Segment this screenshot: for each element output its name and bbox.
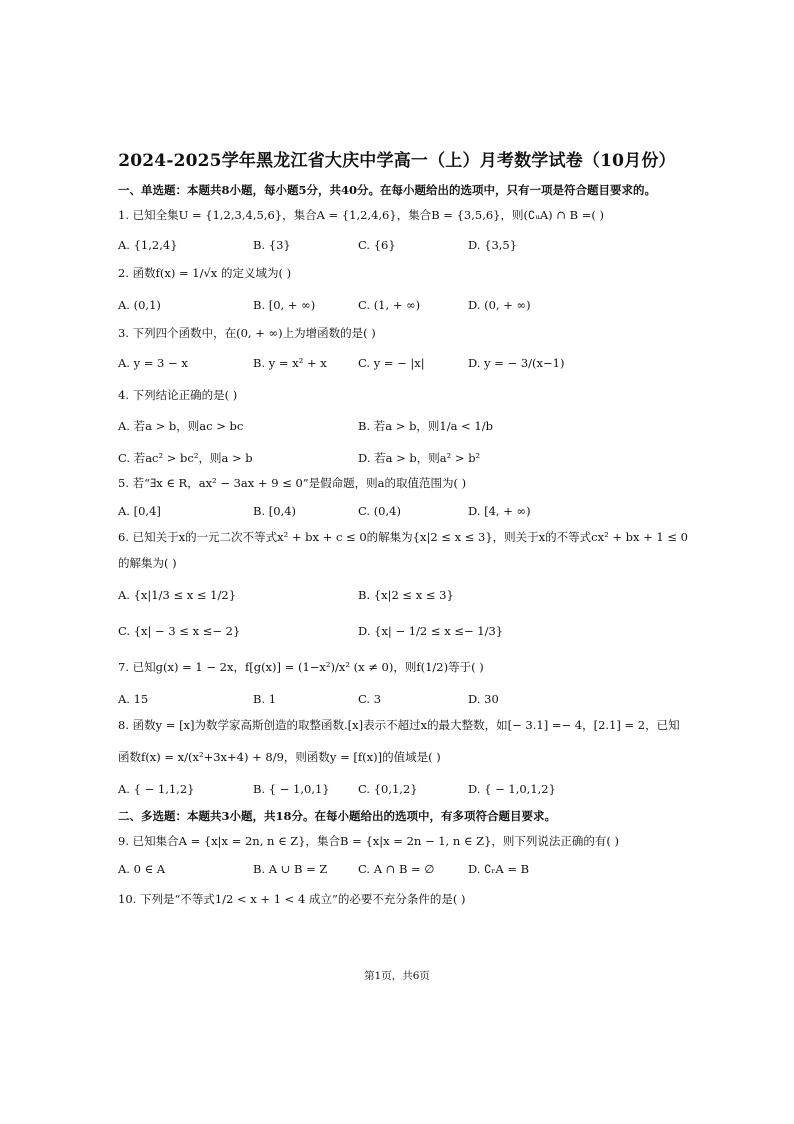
question-8-option-b[interactable]: B. { − 1,0,1}	[253, 782, 330, 796]
question-9-option-c[interactable]: C. A ∩ B = ∅	[358, 862, 435, 876]
question-6-stem: 6. 已知关于x的一元二次不等式x² + bx + c ≤ 0的解集为{x|2 ≤ x ≤ 3}，则关于x的不等式cx² + bx + 1 ≤ 0	[118, 530, 688, 544]
question-4-stem: 4. 下列结论正确的是( )	[118, 388, 238, 402]
question-7-options	[118, 692, 683, 708]
question-1-option-a[interactable]: A. {1,2,4}	[118, 238, 178, 252]
question-3-option-c[interactable]: C. y = − |x|	[358, 356, 425, 370]
question-2-option-c[interactable]: C. (1, + ∞)	[358, 298, 421, 312]
question-9-options	[118, 862, 683, 878]
question-6-stem-continued: 的解集为( )	[118, 556, 177, 570]
exam-title: 2024-2025学年黑龙江省大庆中学高一（上）月考数学试卷（10月份）	[118, 151, 676, 171]
question-3-stem: 3. 下列四个函数中，在(0, + ∞)上为增函数的是( )	[118, 326, 376, 340]
question-1-option-d[interactable]: D. {3,5}	[468, 238, 518, 252]
question-10-stem: 10. 下列是“不等式1/2 < x + 1 < 4 成立”的必要不充分条件的是( )	[118, 892, 466, 906]
question-8-stem-continued: 函数f(x) = x/(x²+3x+4) + 8/9，则函数y = [f(x)]的值域是( )	[118, 750, 441, 764]
question-7-option-b[interactable]: B. 1	[253, 692, 277, 706]
question-5-options	[118, 504, 683, 520]
question-5-option-d[interactable]: D. [4, + ∞)	[468, 504, 531, 518]
question-3-option-a[interactable]: A. y = 3 − x	[118, 356, 188, 370]
question-1-options	[118, 238, 683, 254]
question-6-option-c[interactable]: C. {x| − 3 ≤ x ≤− 2}	[118, 624, 241, 638]
question-7-option-c[interactable]: C. 3	[358, 692, 382, 706]
question-5-option-a[interactable]: A. [0,4]	[118, 504, 161, 518]
question-8-option-a[interactable]: A. { − 1,1,2}	[118, 782, 195, 796]
section-single-choice-header: 一、单选题：本题共8小题，每小题5分，共40分。在每小题给出的选项中，只有一项是符合题目要求的。	[118, 183, 657, 197]
question-5-option-c[interactable]: C. (0,4)	[358, 504, 401, 518]
question-4-options-row1	[118, 418, 683, 434]
question-4-option-a[interactable]: A. 若a > b，则ac > bc	[118, 419, 244, 433]
question-1-option-c[interactable]: C. {6}	[358, 238, 396, 252]
question-7-stem: 7. 已知g(x) = 1 − 2x，f[g(x)] = (1−x²)/x² (x ≠ 0)，则f(1/2)等于( )	[118, 660, 484, 674]
question-5-option-b[interactable]: B. [0,4)	[253, 504, 297, 518]
question-4-option-b[interactable]: B. 若a > b，则1/a < 1/b	[358, 419, 493, 433]
section-multiple-choice-header: 二、多选题：本题共3小题，共18分。在每小题给出的选项中，有多项符合题目要求。	[118, 809, 557, 823]
question-9-option-b[interactable]: B. A ∪ B = Z	[253, 862, 328, 876]
question-4-option-d[interactable]: D. 若a > b，则a² > b²	[358, 451, 481, 465]
question-6-options-row2	[118, 624, 683, 640]
question-6-option-d[interactable]: D. {x| − 1/2 ≤ x ≤− 1/3}	[358, 624, 504, 638]
question-8-options	[118, 782, 683, 798]
question-2-option-d[interactable]: D. (0, + ∞)	[468, 298, 531, 312]
question-2-option-a[interactable]: A. (0,1)	[118, 298, 161, 312]
page-footer: 第1页，共6页	[364, 970, 430, 982]
question-8-stem: 8. 函数y = [x]为数学家高斯创造的取整函数.[x]表示不超过x的最大整数，如[− 3.1] =− 4，[2.1] = 2，已知	[118, 718, 680, 732]
question-6-option-a[interactable]: A. {x|1/3 ≤ x ≤ 1/2}	[118, 588, 237, 602]
question-7-option-d[interactable]: D. 30	[468, 692, 499, 706]
question-2-option-b[interactable]: B. [0, + ∞)	[253, 298, 316, 312]
question-1-stem: 1. 已知全集U = {1,2,3,4,5,6}，集合A = {1,2,4,6}，集合B = {3,5,6}，则(∁ᵤA) ∩ B =( )	[118, 208, 604, 222]
question-6-options-row1	[118, 588, 683, 604]
question-5-stem: 5. 若“∃x ∈ R，ax² − 3ax + 9 ≤ 0”是假命题，则a的取值范围为( )	[118, 476, 467, 490]
question-1-option-b[interactable]: B. {3}	[253, 238, 291, 252]
question-4-options-row2	[118, 450, 683, 466]
question-8-option-d[interactable]: D. { − 1,0,1,2}	[468, 782, 556, 796]
question-3-option-b[interactable]: B. y = x² + x	[253, 356, 327, 370]
question-8-option-c[interactable]: C. {0,1,2}	[358, 782, 418, 796]
question-9-option-d[interactable]: D. ∁ᵣA = B	[468, 862, 530, 876]
question-3-options	[118, 356, 683, 372]
question-3-option-d[interactable]: D. y = − 3/(x−1)	[468, 356, 565, 370]
question-9-option-a[interactable]: A. 0 ∈ A	[118, 862, 166, 876]
question-7-option-a[interactable]: A. 15	[118, 692, 149, 706]
question-9-stem: 9. 已知集合A = {x|x = 2n, n ∈ Z}，集合B = {x|x = 2n − 1, n ∈ Z}，则下列说法正确的有( )	[118, 834, 620, 848]
question-4-option-c[interactable]: C. 若ac² > bc²，则a > b	[118, 451, 253, 465]
question-2-stem: 2. 函数f(x) = 1/√x 的定义域为( )	[118, 266, 292, 280]
question-2-options	[118, 298, 683, 314]
question-6-option-b[interactable]: B. {x|2 ≤ x ≤ 3}	[358, 588, 454, 602]
